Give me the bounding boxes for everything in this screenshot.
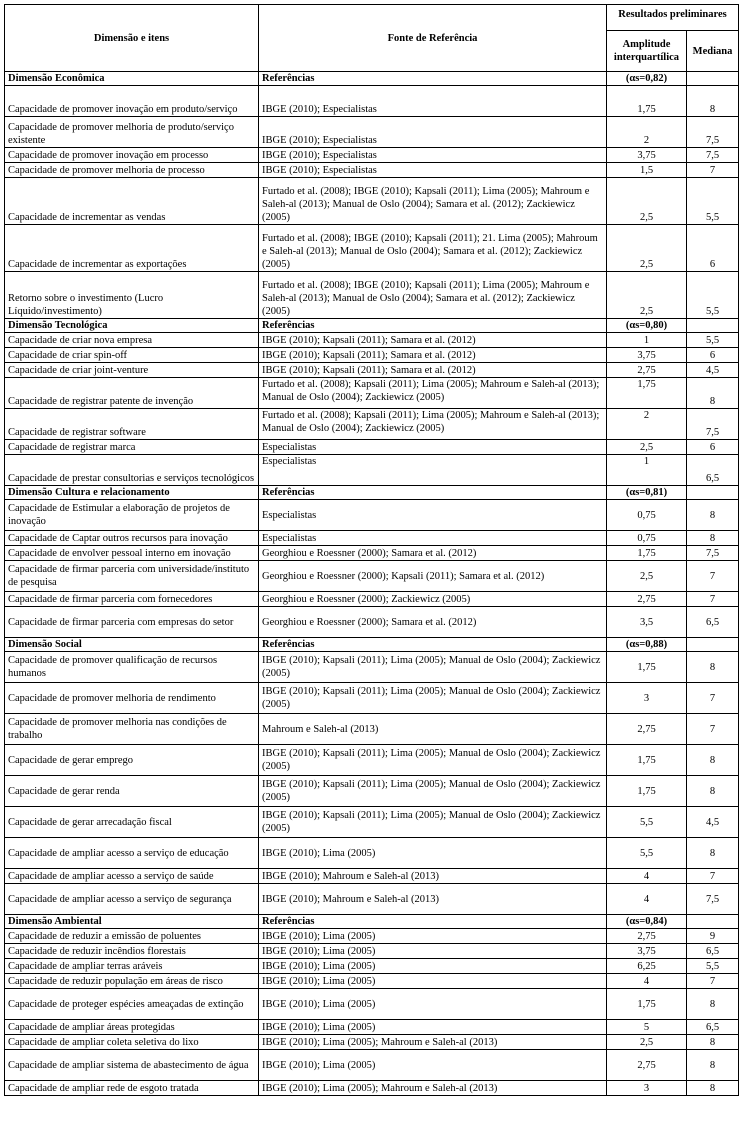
interquartile-range-cell: 2,5	[607, 178, 687, 225]
table-row	[5, 1020, 739, 1035]
reference-cell: IBGE (2010); Especialistas	[259, 148, 607, 163]
table-row	[5, 714, 739, 745]
interquartile-range-cell: 4	[607, 884, 687, 915]
reference-cell: IBGE (2010); Lima (2005)	[259, 974, 607, 989]
section-alpha: (αs=0,80)	[607, 319, 687, 333]
median-cell: 5,5	[687, 333, 739, 348]
reference-cell: IBGE (2010); Lima (2005)	[259, 1020, 607, 1035]
section-references-label: Referências	[259, 319, 607, 333]
reference-cell: IBGE (2010); Kapsali (2011); Samara et al. (2012)	[259, 348, 607, 363]
item-cell: Capacidade de registrar software	[5, 409, 259, 440]
item-cell: Capacidade de incrementar as vendas	[5, 178, 259, 225]
interquartile-range-cell: 2,5	[607, 225, 687, 272]
item-cell: Capacidade de criar joint-venture	[5, 363, 259, 378]
interquartile-range-cell: 2,75	[607, 592, 687, 607]
reference-cell: IBGE (2010); Kapsali (2011); Lima (2005); Manual de Oslo (2004); Zackiewicz (2005)	[259, 807, 607, 838]
reference-cell: IBGE (2010); Lima (2005)	[259, 1050, 607, 1081]
reference-cell: IBGE (2010); Especialistas	[259, 163, 607, 178]
table-row	[5, 807, 739, 838]
reference-cell: Georghiou e Roessner (2000); Samara et al. (2012)	[259, 607, 607, 638]
table-row	[5, 363, 739, 378]
median-cell: 6	[687, 348, 739, 363]
interquartile-range-cell: 3,75	[607, 148, 687, 163]
table-row	[5, 178, 739, 225]
interquartile-range-cell: 5	[607, 1020, 687, 1035]
table-row	[5, 776, 739, 807]
interquartile-range-cell: 1,75	[607, 86, 687, 117]
median-cell: 7,5	[687, 409, 739, 440]
item-cell: Capacidade de criar spin-off	[5, 348, 259, 363]
item-cell: Retorno sobre o investimento (Lucro Líquido/investimento)	[5, 272, 259, 319]
median-cell: 6	[687, 225, 739, 272]
reference-cell: Furtado et al. (2008); Kapsali (2011); Lima (2005); Mahroum e Saleh-al (2013); Manual de Oslo (2004); Zackiewicz (2005)	[259, 409, 607, 440]
interquartile-range-cell: 2,75	[607, 929, 687, 944]
median-cell: 7	[687, 714, 739, 745]
table-row	[5, 652, 739, 683]
reference-cell: IBGE (2010); Lima (2005)	[259, 989, 607, 1020]
table-row	[5, 225, 739, 272]
table-row	[5, 561, 739, 592]
interquartile-range-cell: 3	[607, 1081, 687, 1096]
reference-cell: Especialistas	[259, 455, 607, 486]
reference-cell: Especialistas	[259, 531, 607, 546]
table-row	[5, 869, 739, 884]
table-row	[5, 117, 739, 148]
table-row	[5, 683, 739, 714]
item-cell: Capacidade de reduzir incêndios florestais	[5, 944, 259, 959]
interquartile-range-cell: 3,5	[607, 607, 687, 638]
median-cell: 6,5	[687, 1020, 739, 1035]
reference-cell: IBGE (2010); Mahroum e Saleh-al (2013)	[259, 884, 607, 915]
table-row	[5, 929, 739, 944]
interquartile-range-cell: 2,5	[607, 440, 687, 455]
item-cell: Capacidade de ampliar coleta seletiva do lixo	[5, 1035, 259, 1050]
interquartile-range-cell: 4	[607, 974, 687, 989]
empty-cell	[687, 319, 739, 333]
median-cell: 8	[687, 1081, 739, 1096]
median-cell: 8	[687, 745, 739, 776]
reference-cell: Furtado et al. (2008); IBGE (2010); Kapsali (2011); Lima (2005); Mahroum e Saleh-al (2013); Manual de Oslo (2004); Samara et al. (2012); Zackiewicz (2005)	[259, 272, 607, 319]
table-row	[5, 745, 739, 776]
section-references-label: Referências	[259, 486, 607, 500]
table-row	[5, 838, 739, 869]
table-row	[5, 531, 739, 546]
median-cell: 7,5	[687, 546, 739, 561]
item-cell: Capacidade de proteger espécies ameaçadas de extinção	[5, 989, 259, 1020]
header-interquartile-range: Amplitude interquartílica	[607, 31, 687, 72]
median-cell: 8	[687, 989, 739, 1020]
section-header-row	[5, 319, 739, 333]
reference-cell: Furtado et al. (2008); IBGE (2010); Kapsali (2011); Lima (2005); Mahroum e Saleh-al (2013); Manual de Oslo (2004); Samara et al. (2012); Zackiewicz (2005)	[259, 178, 607, 225]
item-cell: Capacidade de incrementar as exportações	[5, 225, 259, 272]
reference-cell: IBGE (2010); Kapsali (2011); Samara et al. (2012)	[259, 363, 607, 378]
interquartile-range-cell: 3	[607, 683, 687, 714]
item-cell: Capacidade de firmar parceria com fornecedores	[5, 592, 259, 607]
item-cell: Capacidade de registrar patente de invenção	[5, 378, 259, 409]
section-header-row	[5, 486, 739, 500]
table-body	[5, 72, 739, 1096]
interquartile-range-cell: 1	[607, 333, 687, 348]
item-cell: Capacidade de ampliar rede de esgoto tratada	[5, 1081, 259, 1096]
interquartile-range-cell: 2,75	[607, 363, 687, 378]
median-cell: 7,5	[687, 117, 739, 148]
interquartile-range-cell: 3,75	[607, 944, 687, 959]
median-cell: 5,5	[687, 959, 739, 974]
median-cell: 7,5	[687, 884, 739, 915]
table-row	[5, 455, 739, 486]
reference-cell: IBGE (2010); Kapsali (2011); Samara et al. (2012)	[259, 333, 607, 348]
interquartile-range-cell: 2,75	[607, 1050, 687, 1081]
table-row	[5, 272, 739, 319]
interquartile-range-cell: 2	[607, 117, 687, 148]
reference-cell: Georghiou e Roessner (2000); Samara et al. (2012)	[259, 546, 607, 561]
interquartile-range-cell: 2,75	[607, 714, 687, 745]
reference-cell: IBGE (2010); Kapsali (2011); Lima (2005); Manual de Oslo (2004); Zackiewicz (2005)	[259, 683, 607, 714]
table-row	[5, 333, 739, 348]
interquartile-range-cell: 2,5	[607, 272, 687, 319]
median-cell: 8	[687, 86, 739, 117]
table-row	[5, 884, 739, 915]
table-row	[5, 989, 739, 1020]
interquartile-range-cell: 1	[607, 455, 687, 486]
interquartile-range-cell: 0,75	[607, 500, 687, 531]
table-row	[5, 378, 739, 409]
median-cell: 6,5	[687, 455, 739, 486]
table-row	[5, 348, 739, 363]
median-cell: 5,5	[687, 272, 739, 319]
item-cell: Capacidade de promover melhoria de rendimento	[5, 683, 259, 714]
item-cell: Capacidade de promover qualificação de recursos humanos	[5, 652, 259, 683]
table-row	[5, 607, 739, 638]
item-cell: Capacidade de firmar parceria com empresas do setor	[5, 607, 259, 638]
item-cell: Capacidade de criar nova empresa	[5, 333, 259, 348]
reference-cell: IBGE (2010); Lima (2005)	[259, 944, 607, 959]
table-row	[5, 1035, 739, 1050]
interquartile-range-cell: 1,5	[607, 163, 687, 178]
reference-cell: IBGE (2010); Especialistas	[259, 117, 607, 148]
empty-cell	[687, 638, 739, 652]
median-cell: 8	[687, 776, 739, 807]
reference-cell: Especialistas	[259, 500, 607, 531]
median-cell: 7	[687, 869, 739, 884]
interquartile-range-cell: 4	[607, 869, 687, 884]
header-dimension: Dimensão e itens	[5, 5, 259, 72]
empty-cell	[687, 486, 739, 500]
median-cell: 8	[687, 378, 739, 409]
table-row	[5, 440, 739, 455]
section-header-row	[5, 72, 739, 86]
interquartile-range-cell: 6,25	[607, 959, 687, 974]
median-cell: 7,5	[687, 148, 739, 163]
item-cell: Capacidade de gerar renda	[5, 776, 259, 807]
median-cell: 7	[687, 561, 739, 592]
interquartile-range-cell: 5,5	[607, 807, 687, 838]
reference-cell: IBGE (2010); Mahroum e Saleh-al (2013)	[259, 869, 607, 884]
item-cell: Capacidade de promover inovação em processo	[5, 148, 259, 163]
interquartile-range-cell: 3,75	[607, 348, 687, 363]
section-title: Dimensão Econômica	[5, 72, 259, 86]
item-cell: Capacidade de ampliar acesso a serviço de saúde	[5, 869, 259, 884]
interquartile-range-cell: 5,5	[607, 838, 687, 869]
item-cell: Capacidade de promover inovação em produto/serviço	[5, 86, 259, 117]
section-title: Dimensão Ambiental	[5, 915, 259, 929]
median-cell: 8	[687, 838, 739, 869]
empty-cell	[687, 72, 739, 86]
item-cell: Capacidade de promover melhoria de produto/serviço existente	[5, 117, 259, 148]
median-cell: 6	[687, 440, 739, 455]
item-cell: Capacidade de promover melhoria nas condições de trabalho	[5, 714, 259, 745]
reference-cell: IBGE (2010); Lima (2005); Mahroum e Saleh-al (2013)	[259, 1035, 607, 1050]
table-row	[5, 592, 739, 607]
median-cell: 6,5	[687, 607, 739, 638]
median-cell: 8	[687, 531, 739, 546]
table-row	[5, 500, 739, 531]
reference-cell: Furtado et al. (2008); Kapsali (2011); Lima (2005); Mahroum e Saleh-al (2013); Manual de Oslo (2004); Zackiewicz (2005)	[259, 378, 607, 409]
table-row	[5, 409, 739, 440]
section-title: Dimensão Social	[5, 638, 259, 652]
item-cell: Capacidade de Estimular a elaboração de projetos de inovação	[5, 500, 259, 531]
median-cell: 8	[687, 1035, 739, 1050]
table-row	[5, 1050, 739, 1081]
table-row	[5, 148, 739, 163]
results-table	[4, 4, 739, 1096]
section-alpha: (αs=0,84)	[607, 915, 687, 929]
item-cell: Capacidade de envolver pessoal interno em inovação	[5, 546, 259, 561]
median-cell: 7	[687, 592, 739, 607]
reference-cell: IBGE (2010); Especialistas	[259, 86, 607, 117]
section-title: Dimensão Cultura e relacionamento	[5, 486, 259, 500]
section-references-label: Referências	[259, 915, 607, 929]
item-cell: Capacidade de gerar emprego	[5, 745, 259, 776]
section-title: Dimensão Tecnológica	[5, 319, 259, 333]
median-cell: 7	[687, 163, 739, 178]
interquartile-range-cell: 1,75	[607, 745, 687, 776]
reference-cell: IBGE (2010); Lima (2005)	[259, 959, 607, 974]
median-cell: 4,5	[687, 807, 739, 838]
reference-cell: Especialistas	[259, 440, 607, 455]
median-cell: 7	[687, 683, 739, 714]
item-cell: Capacidade de firmar parceria com universidade/instituto de pesquisa	[5, 561, 259, 592]
table-row	[5, 944, 739, 959]
interquartile-range-cell: 1,75	[607, 989, 687, 1020]
interquartile-range-cell: 2,5	[607, 561, 687, 592]
median-cell: 7	[687, 974, 739, 989]
section-header-row	[5, 915, 739, 929]
item-cell: Capacidade de promover melhoria de processo	[5, 163, 259, 178]
section-references-label: Referências	[259, 638, 607, 652]
table-row	[5, 163, 739, 178]
item-cell: Capacidade de ampliar terras aráveis	[5, 959, 259, 974]
table-row	[5, 86, 739, 117]
section-alpha: (αs=0,88)	[607, 638, 687, 652]
reference-cell: Furtado et al. (2008); IBGE (2010); Kapsali (2011); 21. Lima (2005); Mahroum e Saleh-al (2013); Manual de Oslo (2004); Samara et al. (2012); Zackiewicz (2005)	[259, 225, 607, 272]
item-cell: Capacidade de ampliar sistema de abastecimento de água	[5, 1050, 259, 1081]
item-cell: Capacidade de registrar marca	[5, 440, 259, 455]
item-cell: Capacidade de reduzir a emissão de poluentes	[5, 929, 259, 944]
empty-cell	[687, 915, 739, 929]
reference-cell: IBGE (2010); Lima (2005)	[259, 838, 607, 869]
median-cell: 9	[687, 929, 739, 944]
reference-cell: IBGE (2010); Kapsali (2011); Lima (2005); Manual de Oslo (2004); Zackiewicz (2005)	[259, 776, 607, 807]
table-row	[5, 546, 739, 561]
median-cell: 5,5	[687, 178, 739, 225]
interquartile-range-cell: 1,75	[607, 546, 687, 561]
reference-cell: Mahroum e Saleh-al (2013)	[259, 714, 607, 745]
header-preliminary-results: Resultados preliminares	[607, 5, 739, 31]
table-row	[5, 959, 739, 974]
item-cell: Capacidade de prestar consultorias e serviços tecnológicos	[5, 455, 259, 486]
interquartile-range-cell: 1,75	[607, 378, 687, 409]
reference-cell: Georghiou e Roessner (2000); Kapsali (2011); Samara et al. (2012)	[259, 561, 607, 592]
interquartile-range-cell: 1,75	[607, 776, 687, 807]
reference-cell: IBGE (2010); Kapsali (2011); Lima (2005); Manual de Oslo (2004); Zackiewicz (2005)	[259, 745, 607, 776]
header-median: Mediana	[687, 31, 739, 72]
median-cell: 8	[687, 652, 739, 683]
item-cell: Capacidade de ampliar áreas protegidas	[5, 1020, 259, 1035]
median-cell: 4,5	[687, 363, 739, 378]
interquartile-range-cell: 0,75	[607, 531, 687, 546]
item-cell: Capacidade de reduzir população em áreas de risco	[5, 974, 259, 989]
median-cell: 8	[687, 500, 739, 531]
reference-cell: IBGE (2010); Kapsali (2011); Lima (2005); Manual de Oslo (2004); Zackiewicz (2005)	[259, 652, 607, 683]
table-row	[5, 974, 739, 989]
median-cell: 8	[687, 1050, 739, 1081]
interquartile-range-cell: 2,5	[607, 1035, 687, 1050]
section-references-label: Referências	[259, 72, 607, 86]
section-alpha: (αs=0,82)	[607, 72, 687, 86]
interquartile-range-cell: 2	[607, 409, 687, 440]
item-cell: Capacidade de ampliar acesso a serviço de segurança	[5, 884, 259, 915]
median-cell: 6,5	[687, 944, 739, 959]
section-alpha: (αs=0,81)	[607, 486, 687, 500]
interquartile-range-cell: 1,75	[607, 652, 687, 683]
table-row	[5, 1081, 739, 1096]
reference-cell: Georghiou e Roessner (2000); Zackiewicz (2005)	[259, 592, 607, 607]
reference-cell: IBGE (2010); Lima (2005)	[259, 929, 607, 944]
item-cell: Capacidade de ampliar acesso a serviço de educação	[5, 838, 259, 869]
header-reference-source: Fonte de Referência	[259, 5, 607, 72]
section-header-row	[5, 638, 739, 652]
item-cell: Capacidade de gerar arrecadação fiscal	[5, 807, 259, 838]
reference-cell: IBGE (2010); Lima (2005); Mahroum e Saleh-al (2013)	[259, 1081, 607, 1096]
item-cell: Capacidade de Captar outros recursos para inovação	[5, 531, 259, 546]
